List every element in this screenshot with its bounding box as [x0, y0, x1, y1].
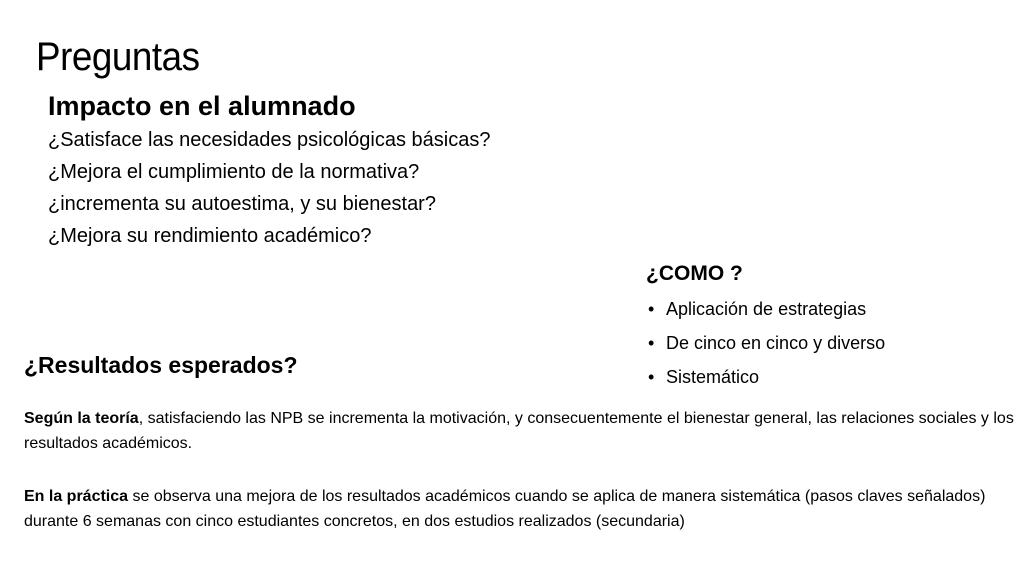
- como-section: [646, 258, 885, 394]
- impact-heading: Impacto en el alumnado: [48, 91, 356, 121]
- impact-question: ¿incrementa su autoestima, y su bienestar?: [48, 193, 436, 215]
- slide-title: Preguntas: [36, 35, 200, 79]
- como-item-label: Sistemático: [666, 367, 760, 387]
- como-item: [646, 292, 885, 326]
- theory-label: Según la teoría: [24, 410, 139, 427]
- impact-question-list: [48, 124, 490, 252]
- practice-label: En la práctica: [24, 488, 129, 505]
- practice-paragraph: [24, 484, 1014, 534]
- results-heading: ¿Resultados esperados?: [24, 352, 298, 378]
- como-heading: ¿COMO ?: [646, 262, 743, 285]
- bullet-icon: •: [648, 367, 655, 387]
- impact-question: ¿Satisface las necesidades psicológicas básicas?: [48, 129, 491, 151]
- impact-question: ¿Mejora el cumplimiento de la normativa?: [48, 161, 420, 183]
- impact-section: [48, 88, 490, 252]
- como-item-label: Aplicación de estrategias: [666, 299, 867, 319]
- theory-text: , satisfaciendo las NPB se incrementa la motivación, y consecuentemente el bienestar general, las relaciones sociales y los resultados académicos.: [24, 410, 1014, 452]
- bullet-icon: •: [648, 333, 655, 353]
- como-item-label: De cinco en cinco y diverso: [666, 333, 886, 353]
- bullet-icon: •: [648, 299, 655, 319]
- practice-text: se observa una mejora de los resultados académicos cuando se aplica de manera sistemática (pasos claves señalados) durante 6 semanas con cinco estudiantes concretos, en dos estudios realizados (secundaria): [24, 488, 986, 530]
- como-item: [646, 326, 885, 360]
- theory-paragraph: [24, 406, 1014, 456]
- impact-question: ¿Mejora su rendimiento académico?: [48, 225, 372, 247]
- como-item: [646, 360, 885, 394]
- como-list: [646, 292, 885, 394]
